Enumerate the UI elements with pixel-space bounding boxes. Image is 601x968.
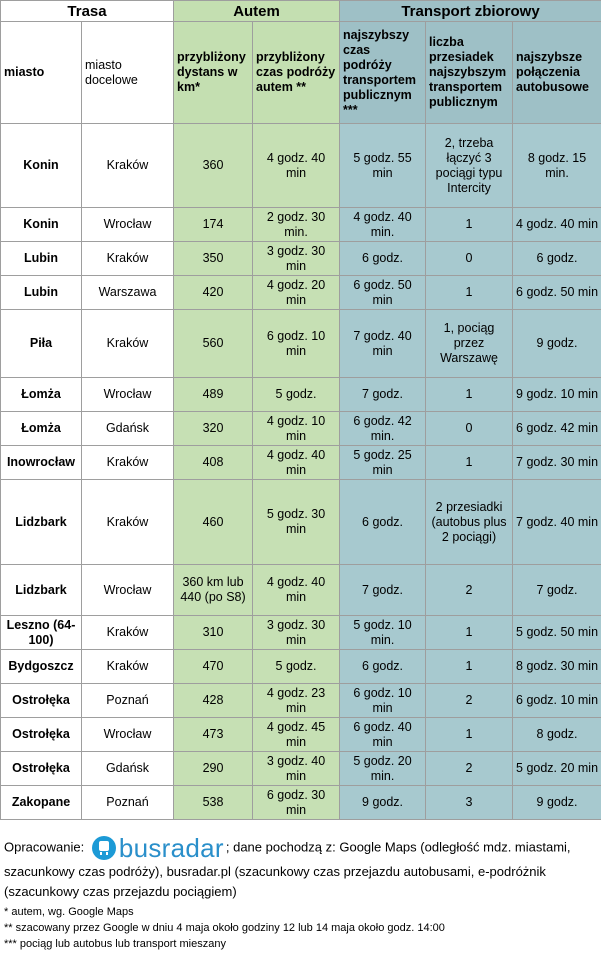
cell-changes: 0 <box>426 412 513 446</box>
table-row <box>1 276 601 310</box>
logo-text: busradar <box>118 833 224 863</box>
cell-from: Ostrołęka <box>1 752 82 786</box>
col-header-to: miasto docelowe <box>82 22 174 124</box>
cell-from: Ostrołęka <box>1 718 82 752</box>
cell-changes: 2 przesiadki (autobus plus 2 pociągi) <box>426 480 513 565</box>
bus-icon <box>92 836 116 860</box>
cell-public-time: 7 godz. 40 min <box>340 310 426 378</box>
group-car: Autem <box>174 1 340 22</box>
cell-car-time: 4 godz. 40 min <box>253 565 340 616</box>
footnotes <box>4 904 445 952</box>
cell-bus: 5 godz. 50 min <box>513 616 601 650</box>
cell-changes: 3 <box>426 786 513 820</box>
cell-bus: 7 godz. 40 min <box>513 480 601 565</box>
cell-public-time: 6 godz. <box>340 650 426 684</box>
cell-distance: 310 <box>174 616 253 650</box>
cell-distance: 360 km lub 440 (po S8) <box>174 565 253 616</box>
group-header-row <box>1 1 601 22</box>
cell-changes: 1 <box>426 616 513 650</box>
cell-bus: 9 godz. <box>513 310 601 378</box>
cell-changes: 2, trzeba łączyć 3 pociągi typu Intercity <box>426 124 513 208</box>
cell-to: Gdańsk <box>82 412 174 446</box>
cell-public-time: 5 godz. 55 min <box>340 124 426 208</box>
cell-distance: 290 <box>174 752 253 786</box>
cell-public-time: 6 godz. 40 min <box>340 718 426 752</box>
cell-to: Poznań <box>82 684 174 718</box>
cell-from: Konin <box>1 124 82 208</box>
cell-public-time: 6 godz. 50 min <box>340 276 426 310</box>
cell-car-time: 4 godz. 20 min <box>253 276 340 310</box>
group-route: Trasa <box>1 1 174 22</box>
cell-public-time: 5 godz. 10 min. <box>340 616 426 650</box>
cell-to: Wrocław <box>82 718 174 752</box>
cell-bus: 6 godz. 10 min <box>513 684 601 718</box>
cell-changes: 1 <box>426 378 513 412</box>
cell-public-time: 7 godz. <box>340 378 426 412</box>
cell-car-time: 4 godz. 10 min <box>253 412 340 446</box>
cell-distance: 538 <box>174 786 253 820</box>
cell-car-time: 4 godz. 23 min <box>253 684 340 718</box>
cell-public-time: 6 godz. <box>340 242 426 276</box>
cell-distance: 560 <box>174 310 253 378</box>
footer <box>0 820 601 968</box>
cell-distance: 473 <box>174 718 253 752</box>
cell-distance: 428 <box>174 684 253 718</box>
cell-car-time: 4 godz. 45 min <box>253 718 340 752</box>
col-header-changes: liczba przesiadek najszybszym transportem publicznym <box>426 22 513 124</box>
cell-changes: 1 <box>426 276 513 310</box>
cell-distance: 420 <box>174 276 253 310</box>
cell-bus: 7 godz. 30 min <box>513 446 601 480</box>
cell-car-time: 3 godz. 40 min <box>253 752 340 786</box>
cell-to: Kraków <box>82 480 174 565</box>
cell-changes: 1 <box>426 208 513 242</box>
cell-changes: 1 <box>426 446 513 480</box>
cell-to: Wrocław <box>82 378 174 412</box>
table-row <box>1 786 601 820</box>
cell-car-time: 3 godz. 30 min <box>253 616 340 650</box>
cell-to: Kraków <box>82 310 174 378</box>
cell-distance: 320 <box>174 412 253 446</box>
cell-to: Wrocław <box>82 208 174 242</box>
cell-changes: 1 <box>426 718 513 752</box>
sources-text <box>4 834 598 902</box>
cell-from: Piła <box>1 310 82 378</box>
cell-changes: 2 <box>426 565 513 616</box>
cell-car-time: 5 godz. <box>253 378 340 412</box>
cell-changes: 2 <box>426 684 513 718</box>
cell-bus: 8 godz. <box>513 718 601 752</box>
cell-distance: 360 <box>174 124 253 208</box>
cell-car-time: 6 godz. 30 min <box>253 786 340 820</box>
cell-distance: 350 <box>174 242 253 276</box>
cell-to: Kraków <box>82 616 174 650</box>
cell-car-time: 2 godz. 30 min. <box>253 208 340 242</box>
cell-public-time: 7 godz. <box>340 565 426 616</box>
cell-public-time: 9 godz. <box>340 786 426 820</box>
cell-to: Kraków <box>82 124 174 208</box>
col-header-public-time: najszybszy czas podróży transportem publicznym *** <box>340 22 426 124</box>
table-row <box>1 650 601 684</box>
cell-changes: 0 <box>426 242 513 276</box>
cell-bus: 5 godz. 20 min <box>513 752 601 786</box>
table-row <box>1 565 601 616</box>
cell-public-time: 5 godz. 20 min. <box>340 752 426 786</box>
col-header-distance: przybliżony dystans w km* <box>174 22 253 124</box>
column-header-row <box>1 22 601 124</box>
cell-distance: 408 <box>174 446 253 480</box>
col-header-bus: najszybsze połączenia autobusowe <box>513 22 601 124</box>
cell-from: Inowrocław <box>1 446 82 480</box>
cell-public-time: 6 godz. 10 min <box>340 684 426 718</box>
cell-bus: 9 godz. <box>513 786 601 820</box>
sources-description: ; dane pochodzą z: Google Maps (odległość mdz. miastami, szacunkowy czas podróży), busradar.pl (szacunkowy czas przejazdu autobusami, e-podróżnik (szacunkowy czas przejazdu pociągiem) <box>4 839 571 899</box>
cell-from: Lidzbark <box>1 480 82 565</box>
cell-changes: 2 <box>426 752 513 786</box>
cell-changes: 1 <box>426 650 513 684</box>
cell-to: Kraków <box>82 242 174 276</box>
cell-public-time: 4 godz. 40 min. <box>340 208 426 242</box>
col-header-car-time: przybliżony czas podróży autem ** <box>253 22 340 124</box>
table-row <box>1 684 601 718</box>
cell-car-time: 4 godz. 40 min <box>253 446 340 480</box>
col-header-from: miasto <box>1 22 82 124</box>
cell-bus: 9 godz. 10 min <box>513 378 601 412</box>
table-row <box>1 242 601 276</box>
credit-prefix: Opracowanie: <box>4 839 85 855</box>
cell-bus: 6 godz. 50 min <box>513 276 601 310</box>
cell-to: Poznań <box>82 786 174 820</box>
cell-public-time: 6 godz. <box>340 480 426 565</box>
cell-bus: 4 godz. 40 min <box>513 208 601 242</box>
cell-car-time: 6 godz. 10 min <box>253 310 340 378</box>
cell-to: Wrocław <box>82 565 174 616</box>
table-row <box>1 752 601 786</box>
cell-from: Leszno (64-100) <box>1 616 82 650</box>
cell-from: Bydgoszcz <box>1 650 82 684</box>
cell-from: Konin <box>1 208 82 242</box>
cell-bus: 8 godz. 15 min. <box>513 124 601 208</box>
cell-bus: 7 godz. <box>513 565 601 616</box>
table-row <box>1 378 601 412</box>
cell-car-time: 3 godz. 30 min <box>253 242 340 276</box>
cell-distance: 460 <box>174 480 253 565</box>
cell-to: Warszawa <box>82 276 174 310</box>
table-row <box>1 310 601 378</box>
cell-car-time: 4 godz. 40 min <box>253 124 340 208</box>
cell-from: Zakopane <box>1 786 82 820</box>
footnote-2: ** szacowany przez Google w dniu 4 maja około godziny 12 lub 14 maja około godz. 14:00 <box>4 922 445 934</box>
table-row <box>1 124 601 208</box>
footnote-1: * autem, wg. Google Maps <box>4 906 134 918</box>
table-row <box>1 412 601 446</box>
cell-from: Łomża <box>1 378 82 412</box>
table-row <box>1 208 601 242</box>
cell-bus: 8 godz. 30 min <box>513 650 601 684</box>
cell-to: Kraków <box>82 446 174 480</box>
cell-from: Lubin <box>1 242 82 276</box>
table-row <box>1 480 601 565</box>
cell-from: Ostrołęka <box>1 684 82 718</box>
table-row <box>1 718 601 752</box>
table-row <box>1 616 601 650</box>
cell-distance: 489 <box>174 378 253 412</box>
cell-car-time: 5 godz. 30 min <box>253 480 340 565</box>
cell-bus: 6 godz. 42 min <box>513 412 601 446</box>
footnote-3: *** pociąg lub autobus lub transport mieszany <box>4 938 226 950</box>
cell-bus: 6 godz. <box>513 242 601 276</box>
cell-from: Łomża <box>1 412 82 446</box>
cell-distance: 174 <box>174 208 253 242</box>
busradar-logo <box>92 834 224 862</box>
cell-changes: 1, pociąg przez Warszawę <box>426 310 513 378</box>
cell-to: Gdańsk <box>82 752 174 786</box>
table-row <box>1 446 601 480</box>
cell-to: Kraków <box>82 650 174 684</box>
cell-public-time: 5 godz. 25 min <box>340 446 426 480</box>
cell-from: Lidzbark <box>1 565 82 616</box>
cell-distance: 470 <box>174 650 253 684</box>
cell-car-time: 5 godz. <box>253 650 340 684</box>
cell-public-time: 6 godz. 42 min. <box>340 412 426 446</box>
cell-from: Lubin <box>1 276 82 310</box>
group-public-transport: Transport zbiorowy <box>340 1 601 22</box>
